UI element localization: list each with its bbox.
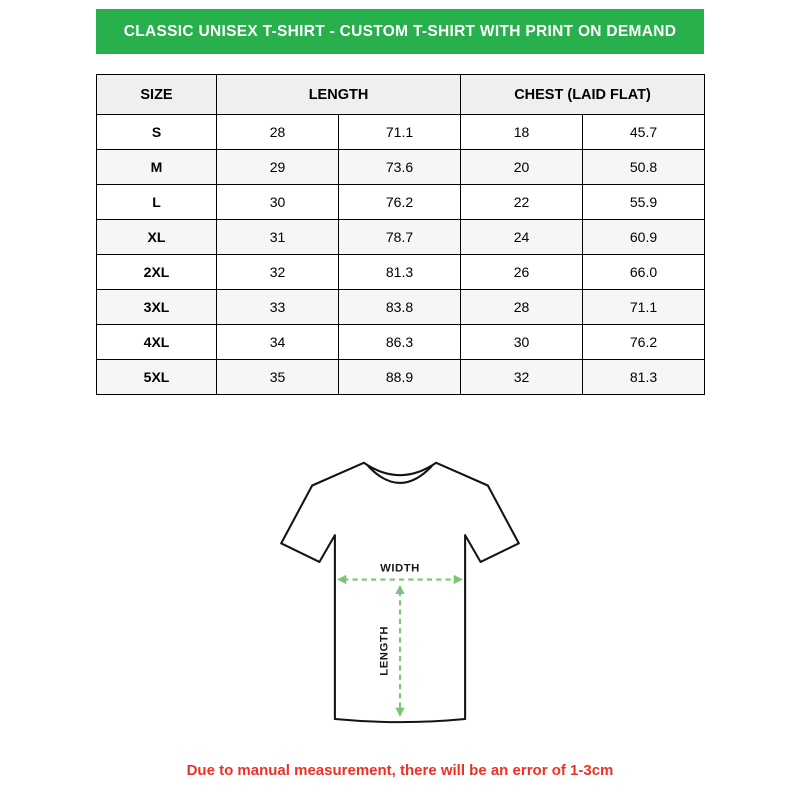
width-label: WIDTH	[380, 562, 420, 575]
cell-size: 3XL	[97, 290, 217, 325]
cell-chest-in: 26	[461, 255, 583, 290]
cell-length-cm: 71.1	[339, 115, 461, 150]
tshirt-diagram-svg	[245, 440, 555, 748]
table-row	[97, 220, 705, 255]
cell-chest-in: 28	[461, 290, 583, 325]
cell-chest-in: 32	[461, 360, 583, 395]
cell-length-in: 29	[217, 150, 339, 185]
cell-length-in: 32	[217, 255, 339, 290]
cell-chest-in: 20	[461, 150, 583, 185]
tshirt-measurement-diagram	[245, 440, 555, 748]
header-chest: CHEST (LAID FLAT)	[461, 75, 705, 115]
cell-length-in: 31	[217, 220, 339, 255]
cell-chest-in: 18	[461, 115, 583, 150]
cell-size: 2XL	[97, 255, 217, 290]
table-row	[97, 360, 705, 395]
cell-size: XL	[97, 220, 217, 255]
cell-length-in: 35	[217, 360, 339, 395]
cell-size: M	[97, 150, 217, 185]
cell-length-in: 33	[217, 290, 339, 325]
cell-chest-cm: 50.8	[583, 150, 705, 185]
cell-chest-cm: 55.9	[583, 185, 705, 220]
cell-chest-in: 22	[461, 185, 583, 220]
cell-length-cm: 83.8	[339, 290, 461, 325]
cell-size: S	[97, 115, 217, 150]
size-chart-table	[96, 74, 705, 395]
header-length: LENGTH	[217, 75, 461, 115]
cell-length-in: 28	[217, 115, 339, 150]
cell-length-cm: 76.2	[339, 185, 461, 220]
cell-size: 5XL	[97, 360, 217, 395]
table-row	[97, 290, 705, 325]
cell-length-in: 34	[217, 325, 339, 360]
measurement-note: Due to manual measurement, there will be an error of 1-3cm	[186, 762, 614, 779]
cell-length-cm: 81.3	[339, 255, 461, 290]
table-header-row	[97, 75, 705, 115]
cell-chest-cm: 81.3	[583, 360, 705, 395]
cell-chest-cm: 45.7	[583, 115, 705, 150]
cell-chest-in: 24	[461, 220, 583, 255]
cell-chest-cm: 66.0	[583, 255, 705, 290]
cell-length-cm: 88.9	[339, 360, 461, 395]
table-row	[97, 255, 705, 290]
cell-chest-cm: 71.1	[583, 290, 705, 325]
table-row	[97, 150, 705, 185]
table-row	[97, 325, 705, 360]
cell-length-in: 30	[217, 185, 339, 220]
cell-chest-in: 30	[461, 325, 583, 360]
cell-length-cm: 78.7	[339, 220, 461, 255]
page-title: CLASSIC UNISEX T-SHIRT - CUSTOM T-SHIRT WITH PRINT ON DEMAND	[123, 22, 677, 40]
cell-size: L	[97, 185, 217, 220]
cell-length-cm: 73.6	[339, 150, 461, 185]
title-banner	[96, 9, 704, 54]
length-label: LENGTH	[378, 625, 391, 676]
cell-chest-cm: 76.2	[583, 325, 705, 360]
table-row	[97, 115, 705, 150]
cell-chest-cm: 60.9	[583, 220, 705, 255]
cell-size: 4XL	[97, 325, 217, 360]
header-size: SIZE	[97, 75, 217, 115]
cell-length-cm: 86.3	[339, 325, 461, 360]
table-row	[97, 185, 705, 220]
